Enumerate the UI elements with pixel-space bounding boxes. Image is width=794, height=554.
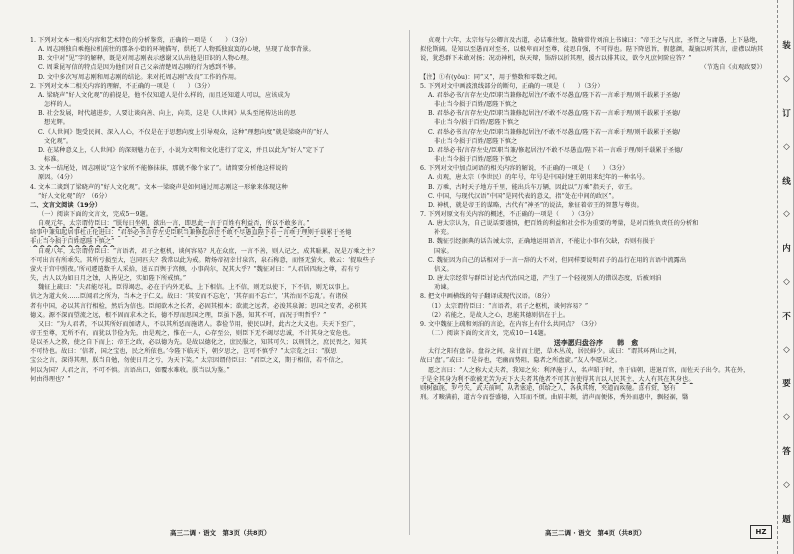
binding-char: 题 — [782, 514, 791, 525]
diamond-icon: ◇ — [783, 276, 790, 287]
text-line: 于是全其身为利不欲被无苦为天下大夫者其他者不可其言使得其言以人民其主，大人有其在其身也。 — [420, 375, 695, 383]
binding-char: 订 — [782, 108, 791, 119]
text-line: D. 文中多次写周志刚和周志刚的结论。来对托周志刚“改良”工作的作用。 — [38, 73, 241, 81]
column-divider — [409, 30, 410, 535]
text-line: （一）阅读下面的文言文，完成5～9题。 — [38, 210, 153, 218]
text-line: 魏征上疏曰：“夫君能尽礼，臣得竭忠，必在于内外无私，上下相信。上不信，则无以使下，下不信，则无以事上。 — [38, 284, 354, 292]
text-line: 拟伦斯阔。是知以至愚而对至圣，以极卑而对至尊，徒思自强，不可得也。陛下降恩旨，假慈颜，凝旒以听其言，虚襟以纳其 — [420, 46, 764, 54]
text-line: A. 周志刚独自乘拖拉机前往的那条小街的环境描写，烘托了人物孤独寂寞的心境，呈现了故事背景。 — [38, 46, 315, 54]
text-line: 标准。 — [44, 156, 63, 164]
text-line: （二）阅读下面的文言文，完成10～14题。 — [428, 330, 550, 337]
text-line: 【注】①有(yǒu)：同“又”，用于整数和零数之间。 — [420, 73, 562, 81]
text-line: 非止当今损于百姓/愿陛下慎之 — [434, 156, 518, 164]
right-column — [420, 36, 772, 402]
text-line: 给事中兼知起居事杜正伦进曰：“君举必书言存左史臣职当兼修起居注不敢不尽愚直陛下若一言乖于理则千载累于圣德 — [30, 229, 352, 237]
text-line: 9. 文中魏征上疏和刘洎的言论，在内容上有什么共同点？（3分） — [420, 320, 601, 328]
text-line: 太行之阳有盘谷。盘谷之间，泉甘而土肥，草木丛茂，居民鲜少。或曰：“谓其环两山之间， — [428, 348, 681, 356]
text-line: 想光辉。 — [44, 119, 69, 127]
binding-char: 要 — [782, 379, 791, 390]
binding-band — [779, 0, 794, 554]
text-line: 劝谏。 — [434, 284, 453, 292]
text-line: 又曰：“为人君者，不以其所好而加诸人，不以其所恶而施诸人。恭俭节用，使民以时，此古之大义也。夫天下至广， — [38, 320, 360, 328]
text-line: 非止当今损于百姓/愿陛下慎之 — [434, 137, 518, 145]
text-line: C. 魏征因为自己的话相对于一言一辞的大不对，但同样要说明君子的品行在用的言语中流露出 — [428, 256, 687, 264]
text-line: 6. 下列对文中加点词语的相关内容的解说，不正确的一项是（ ）（3分） — [420, 165, 629, 173]
text-line: 补充。 — [434, 229, 453, 237]
text-line: A. 贞观，唐太宗（李世民）的年号，年号是中国封建王朝用来纪年的一种名号。 — [428, 174, 649, 182]
text-line: 7. 下列对原文有关内容的概述，不正确的一项是（ ）（3分） — [420, 210, 598, 218]
binding-char: 装 — [782, 41, 791, 52]
text-line: B. 社会发展，时代越进步，人要让谈向善、向上，向美，这是《人世间》从头至尾传达出的思 — [38, 110, 297, 118]
footer-left: 高三二调 · 语文 第3页（共8页） — [170, 529, 271, 537]
text-line: B. 君举必书/言存左史/臣职当兼修起居注/不敢不尽愚直/陛下若一言乖于理/则千载累于圣德/ — [428, 110, 681, 118]
text-line: 2. 下列对文本二相关内容的理解，不正确的一项是（ ）（3分） — [30, 82, 214, 90]
binding-char: 线 — [782, 176, 791, 187]
text-line: 萤火于宫中照夜。’所司遽遣数千人采拾，送五百舆于宫侧，小事尚尔，况其大乎？”魏征对曰：“人君居四海之尊，若有亏 — [30, 265, 360, 273]
text-line: 信之为道大矣……臣闻君之所为，当本之于仁义。故曰：‘其安而不忘危’，‘其存而不忘亡’，‘其治而不忘乱’。有诸侯 — [30, 293, 348, 301]
text-line: 3. 文本一结尾处，周志刚说“这个家所不能修抹抹，那就不像个家了”。请简要分析他这样说的 — [30, 165, 288, 173]
text-line: B. 文中对“见”字的解释，既是对周志刚表示感谢又认出他是旧识的人物心理。 — [38, 55, 253, 63]
text-line: 者有中国，必以其言行相检，然后为信也。臣闻欲木之长者，必固其根本；欲流之远者，必浚其泉源；思国之安者，必积其 — [30, 302, 367, 310]
text-line: A. 唐太宗认为，自己说话要谨慎，把百姓的利益和社会作为重要的考量，是对百姓负责任的分析和 — [428, 220, 699, 228]
text-line: （1）太宗谓侍臣曰：“言语者，君子之枢机，谈何容易？” — [428, 302, 589, 310]
text-line: 自观元年，太宗谓侍臣曰：“朕每日坐朝，欲出一言，即思此一言于百姓有利益否，所以不敢多言。” — [38, 220, 310, 228]
text-line: 贞观十六年，太宗每与公卿言及古道，必诘难往复。散骑常侍刘洎上书谏曰：“帝王之与凡庶，圣哲之与庸愚，上下悬绝， — [428, 37, 762, 44]
diamond-icon: ◇ — [783, 412, 790, 423]
binding-char: 不 — [782, 311, 791, 322]
text-line: 1. 下列对文本一相关内容和艺术特色的分析鉴赏，正确的一项是（ ）（3分） — [30, 37, 251, 44]
text-line: C. 中国，与现代汉语“中国”是同代表的意义，指“处在中间的政区”。 — [428, 192, 618, 200]
text-line: 是以圣人之教，使之自下而上；帝王之政，必以德为先。是故以德化之，庶民服之，知其可久；以刑罚之，庶民畏之，知其 — [30, 339, 367, 347]
text-line: C. 君举必书言/存左史/臣职当兼修起居注/不敢不尽愚直/陛下若一言乖于理/则千载累于圣德/ — [428, 128, 681, 136]
text-line: 8. 把文中画横线的句子翻译成现代汉语。（8分） — [420, 293, 554, 301]
left-column — [30, 36, 402, 384]
text-line: 自观八年，太宗谓侍臣曰：“言语者，君子之枢机，谈何容易？凡在众庶，一言不善，则人记之，成其耻累，况是万乘之主？ — [38, 247, 379, 255]
text-line: “好人文化观”的？（6分） — [38, 192, 111, 200]
text-line: C. 周秉昆写信的特点是因为他们对自己父亲清楚周志刚的行为感到不够。 — [38, 64, 240, 72]
text-line: D. 唐太宗经常与群臣讨论古代治国之道，产生了一个轻视别人的错误态度，后被刘洎 — [428, 275, 662, 283]
text-line: 4. 文本二谈到了梁晓声的“好人文化观”。文本一梁晓声是如何通过周志刚这一形象来体现这种 — [30, 183, 288, 191]
text-line: 非止当今损于百姓/愿陛下慎之 — [434, 101, 518, 109]
binding-char: 内 — [782, 244, 791, 255]
text-line: D. 神机，就是帝王的谋略，古代有“神圣”的说法，象征着帝王的智慧与尊贵。 — [428, 201, 643, 209]
text-line: 文化观”。 — [44, 137, 73, 145]
text-line: 故曰‘盘’。”或曰：“是谷也，宅幽而势阻，隐者之所盘旋。”友人李愿居之。 — [420, 357, 621, 365]
text-line: 非止当今损于百姓愿陛下慎之” — [30, 238, 115, 246]
text-line: 宝公之言，深得其理，朕当自勉，勿使日月之亏，为天下笑。” 太宗因谓侍臣曰：“君臣之义，期于相信，若不信之， — [30, 357, 348, 365]
diamond-icon: ◇ — [783, 74, 790, 85]
text-line: D. 在某种意义上，《人世间》的深刻魅力在于，小说为文明和文化进行了定义，并且以此为“好人”定下了 — [38, 146, 325, 154]
corner-mark: HZ — [750, 525, 772, 539]
text-line: 送李愿归盘谷序 韩 愈 — [553, 338, 639, 348]
text-line: 刑。才畯满前，道古今而誉盛德，入耳而不烦。曲眉丰颊，清声而便体，秀外而惠中，飘轻裾，翳 — [420, 394, 689, 402]
text-line: 非止当今/损于百姓/愿陛下慎之 — [434, 119, 520, 127]
text-line: 怎样的人。 — [44, 101, 76, 109]
text-line: 原因。（4分） — [38, 174, 77, 182]
text-line: A. 君举必书/言存左史/臣职当兼修起居注/不敢不尽愚直/陛下若一言乖于理/则千载累于圣德/ — [428, 91, 681, 99]
text-line: B. 万乘，古时天子地方千里，能出兵车万辆，因此以“万乘”指天子，帝王。 — [428, 183, 637, 191]
text-line: 不可恃也。故曰：‘信者，国之宝也，民之所依也。’今陛下临天下，朝夕思之，岂可不慎乎？”太宗览之曰：“朕思 — [30, 348, 337, 356]
text-line: 二、文言文阅读（19分） — [30, 201, 102, 209]
text-line: （2）若能之，是故人之心，思能其德则信在于上。 — [428, 311, 570, 319]
text-line: C.《人世间》饱受民间、深入人心，不仅是在于思想向度上引导观众，这种“理想向度”就是梁晓声的“好人 — [38, 128, 329, 136]
text-line: 不可出言有所乖失。其所亏损至大，岂同匹夫？我常以此为戒。隋炀帝初幸甘泉宫，泉石称意，而怪无萤火，敕云：‘捉取些子 — [30, 256, 376, 264]
text-line: 则树旗旄，罗弓矢，武夫前呵，从者塞途，供给之人，各执其物，夹道而疾驰。喜有赏，怒有 — [420, 384, 676, 392]
diamond-icon: ◇ — [783, 479, 790, 490]
text-line: 5. 下列对文中画波浪线部分的断句，正确的一项是（ ）（3分） — [420, 82, 604, 90]
text-line: 说，犹恐群下未敢对扬；况动神机，纵天辩，饰辞以折其理，援古以排其议，欲令凡庶何阶应答？” — [420, 55, 692, 63]
binding-char: 答 — [782, 446, 791, 457]
diamond-icon: ◇ — [783, 209, 790, 220]
text-line: 愿之言曰：“人之称大丈夫者，我知之矣：利泽施于人，名声昭于时，坐于庙朝，进退百官，而佐天子出令。其在外， — [428, 366, 750, 374]
text-line: （节选自《贞观政要》） — [700, 64, 766, 72]
text-line: B. 魏征引经据典的话告诫太宗，正确地运用语言，不能让小事有欠缺，否则有损于 — [428, 238, 655, 246]
binding-line — [777, 0, 778, 554]
footer-right: 高三二调 · 语文 第4页（共8页） — [545, 529, 646, 537]
text-line: 失，古人以为如日月之蚀，人皆见之，实如陛下所戒慎。” — [30, 275, 187, 283]
text-line: 德义。源不深而望流之远，根不固而求木之长，德不厚而思国之理，臣虽下愚，知其不可，而况于明哲乎？” — [30, 311, 327, 319]
diamond-icon: ◇ — [783, 141, 790, 152]
text-line: D. 君举必书/言存左史/臣职当兼/修起居注/不敢不尽愚直/陛下若一言乖于理/则千载累于圣德/ — [428, 146, 683, 154]
diamond-icon: ◇ — [783, 344, 790, 355]
text-line: 帝王至尊，无所不有，而犹以节俭为先，由是观之，惟在一人，心存至公，则臣下无不竭尽忠诚，不计其身之安危也。 — [30, 330, 355, 337]
text-line: 信义。 — [434, 265, 453, 273]
text-line: 何由得理也？” — [30, 375, 71, 383]
text-line: A. 梁晓声“好人文化观”的前提是，他不仅知道人是什么样的，而且还知道人可以，应该成为 — [38, 91, 291, 99]
text-line: 何以为国？人君之言，不可不慎。言语出口，如覆水难收。朕当以为鉴。” — [30, 366, 230, 374]
text-line: 国家。 — [434, 247, 453, 255]
